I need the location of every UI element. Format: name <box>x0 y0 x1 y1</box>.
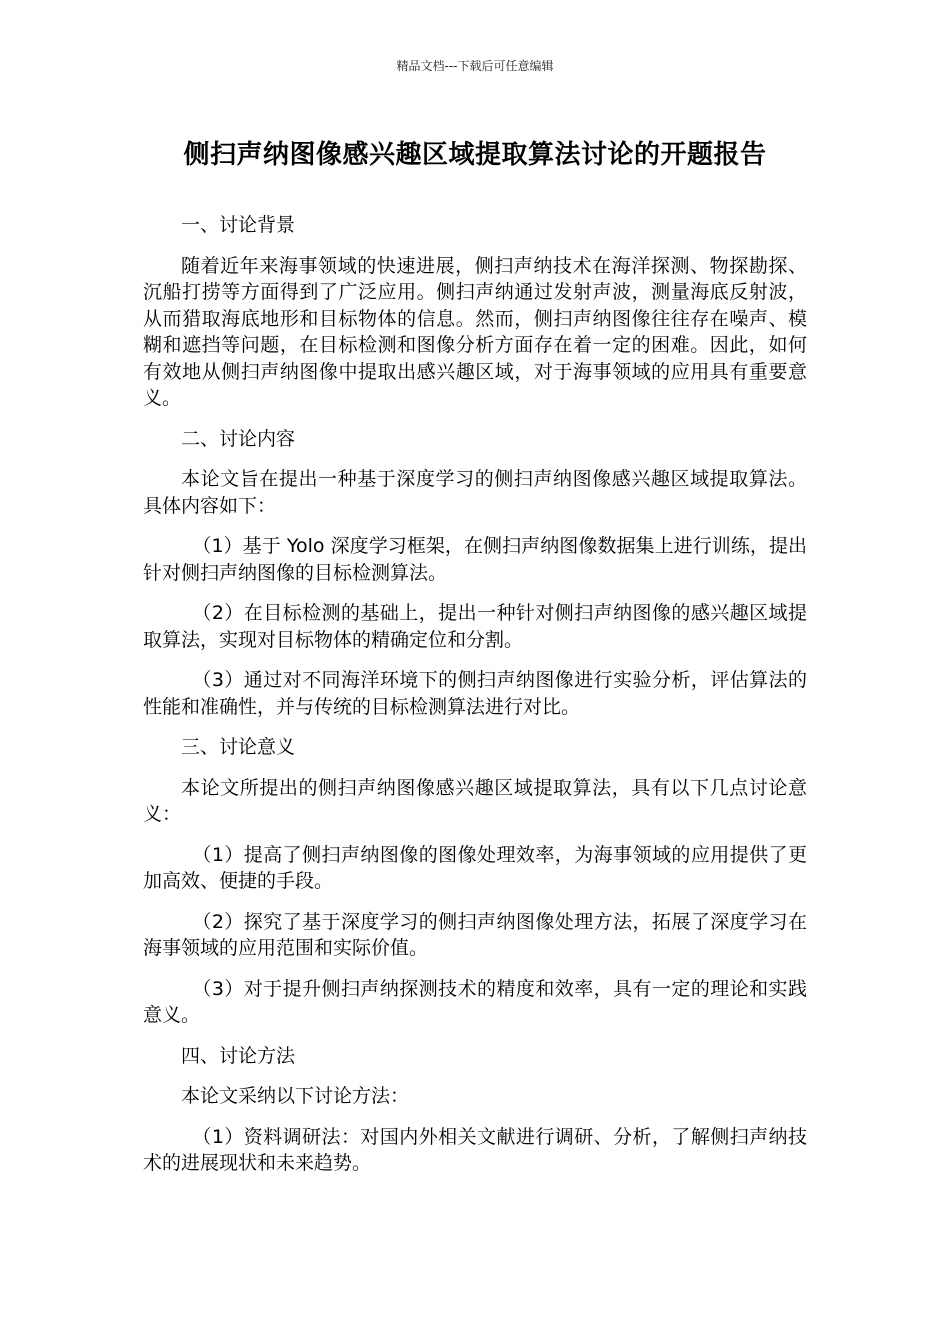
list-item-content-1: （1）基于 Yolo 深度学习框架，在侧扫声纳图像数据集上进行训练，提出针对侧扫声纳图像的目标检测算法。 <box>143 535 807 584</box>
section-heading-content: 二、讨论内容 <box>181 427 296 450</box>
document-title: 侧扫声纳图像感兴趣区域提取算法讨论的开题报告 <box>183 140 767 170</box>
list-item-significance-2: （2）探究了基于深度学习的侧扫声纳图像处理方法，拓展了深度学习在海事领域的应用范围和实际价值。 <box>143 910 807 959</box>
paragraph-methods-intro: 本论文采纳以下讨论方法： <box>181 1085 410 1107</box>
document-body <box>143 212 807 1191</box>
list-item-methods-1: （1）资料调研法：对国内外相关文献进行调研、分析，了解侧扫声纳技术的进展现状和未来趋势。 <box>143 1125 807 1174</box>
list-item-significance-1: （1）提高了侧扫声纳图像的图像处理效率，为海事领域的应用提供了更加高效、便捷的手段。 <box>143 843 807 892</box>
section-heading-methods: 四、讨论方法 <box>181 1044 296 1067</box>
list-item-content-2: （2）在目标检测的基础上，提出一种针对侧扫声纳图像的感兴趣区域提取算法，实现对目标物体的精确定位和分割。 <box>143 602 807 651</box>
header-note: 精品文档---下载后可任意编辑 <box>396 59 554 73</box>
list-item-content-3: （3）通过对不同海洋环境下的侧扫声纳图像进行实验分析，评估算法的性能和准确性，并与传统的目标检测算法进行对比。 <box>143 669 807 718</box>
paragraph-content-intro: 本论文旨在提出一种基于深度学习的侧扫声纳图像感兴趣区域提取算法。具体内容如下： <box>143 468 807 517</box>
paragraph-background: 随着近年来海事领域的快速进展，侧扫声纳技术在海洋探测、物探勘探、沉船打捞等方面得到了广泛应用。侧扫声纳通过发射声波，测量海底反射波，从而猎取海底地形和目标物体的信息。然而，侧扫声纳图像往往存在噪声、模糊和遮挡等问题，在目标检测和图像分析方面存在着一定的困难。因此，如何有效地从侧扫声纳图像中提取出感兴趣区域，对于海事领域的应用具有重要意义。 <box>143 254 807 409</box>
section-heading-significance: 三、讨论意义 <box>181 736 296 758</box>
paragraph-significance-intro: 本论文所提出的侧扫声纳图像感兴趣区域提取算法，具有以下几点讨论意义： <box>143 776 807 825</box>
list-item-significance-3: （3）对于提升侧扫声纳探测技术的精度和效率，具有一定的理论和实践意义。 <box>143 977 807 1026</box>
section-heading-background: 一、讨论背景 <box>181 214 296 236</box>
